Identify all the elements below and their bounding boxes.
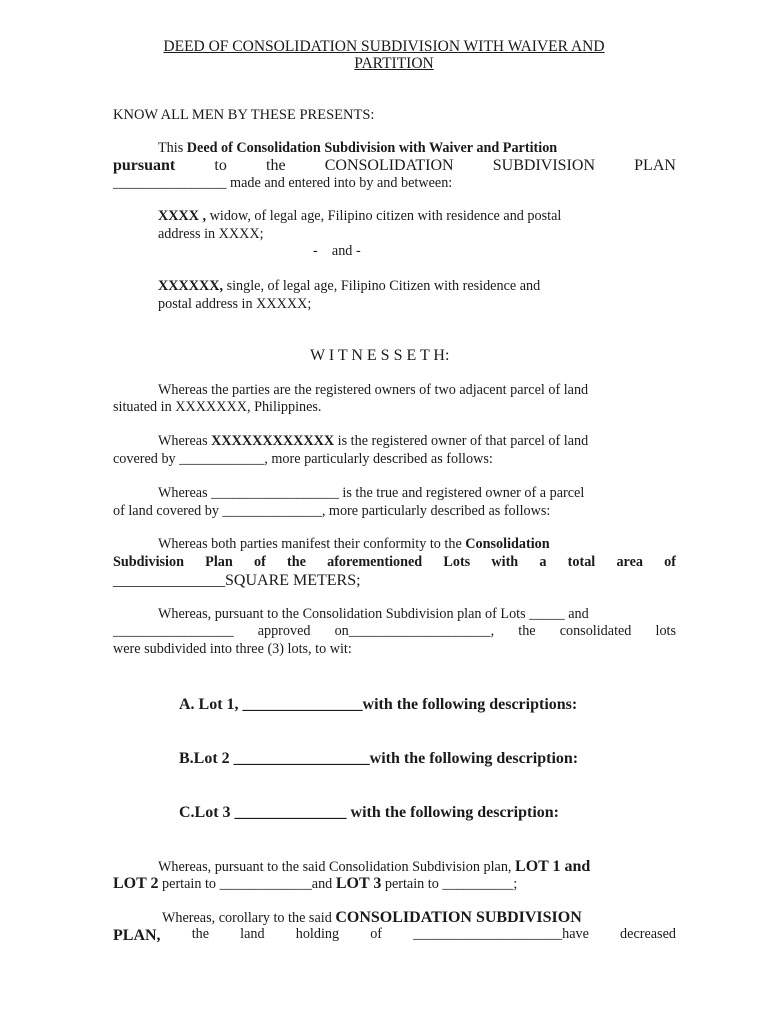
whereas-5-line-1: Whereas, pursuant to the Consolidation Subdivision plan of Lots _____ and [158,606,589,622]
whereas-word: land [240,926,265,942]
party-1-details: widow, of legal age, Filipino citizen with residence and postal [206,208,562,224]
and-separator: - and - [313,243,361,259]
whereas-text: Whereas [158,433,212,449]
whereas-4-line-3: ______________SQUARE METERS; [113,572,361,589]
whereas-text: Whereas, pursuant to the said Consolidation Subdivision plan, [158,859,516,875]
lot-ref: LOT 1 and [515,858,591,875]
lot-3-item: C.Lot 3 ______________ with the following description: [179,804,559,821]
whereas-5-line-3: were subdivided into three (3) lots, to wit: [113,641,352,657]
deed-name: Deed of Consolidation Subdivision with Waiver and Partition [186,140,558,156]
whereas-1-line-2: situated in XXXXXXX, Philippines. [113,399,322,415]
party-1-name: XXXX , [158,208,207,224]
party-2-name: XXXXXX, [158,278,224,294]
lot-ref: LOT 2 [113,875,159,892]
whereas-1-line-1: Whereas the parties are the registered owners of two adjacent parcel of land [158,382,589,398]
whereas-3-line-1: Whereas __________________ is the true and registered owner of a parcel [158,485,585,501]
whereas-text: Whereas, corollary to the said [162,910,336,926]
party-2-line-1 [158,278,540,295]
intro-line-2 [113,156,676,175]
whereas-text: pertain to __________; [381,876,518,892]
intro-word: PLAN [634,157,676,174]
whereas-4-line-1 [158,536,550,553]
intro-word: to [214,157,227,174]
whereas-2-line-2: covered by ____________, more particularly described as follows: [113,451,493,467]
know-all-men-heading: KNOW ALL MEN BY THESE PRESENTS: [113,107,375,123]
document-title-line-2: PARTITION [354,55,434,72]
whereas-text: is the registered owner of that parcel of land [334,433,589,449]
whereas-word: of [370,926,383,942]
whereas-word: holding [295,926,340,942]
whereas-word: PLAN, [113,927,161,944]
whereas-word: the [191,926,210,942]
document-title-line-1: DEED OF CONSOLIDATION SUBDIVISION WITH WAIVER AND [163,38,605,55]
party-1-line-1 [158,208,561,225]
party-2-details: single, of legal age, Filipino Citizen with residence and [223,278,541,294]
whereas-5-line-2: _________________ approved on____________________, the consolidated lots [113,623,676,639]
lot-ref: LOT 3 [335,875,382,892]
whereas-4-line-2: Subdivision Plan of the aforementioned Lots with a total area of [113,554,676,570]
whereas-text: pertain to _____________and [158,876,336,892]
lot-2-item: B.Lot 2 _________________with the following description: [179,750,579,767]
plan-name: Consolidation [465,536,550,552]
intro-line-3: ________________ made and entered into by and between: [113,175,453,191]
plan-name: CONSOLIDATION SUBDIVISION [335,909,582,926]
witnesseth-heading: W I T N E S S E T H: [310,347,450,364]
intro-text: This [158,140,187,156]
whereas-text: Whereas both parties manifest their conformity to the [158,536,466,552]
whereas-7-line-2 [113,926,676,945]
party-2-line-2: postal address in XXXXX; [158,296,312,312]
owner-name: XXXXXXXXXXXX [211,433,335,449]
whereas-3-line-2: of land covered by ______________, more particularly described as follows: [113,503,551,519]
whereas-7-line-1 [162,908,582,927]
intro-word: CONSOLIDATION [324,157,454,174]
intro-word: SUBDIVISION [492,157,595,174]
intro-word: the [266,157,286,174]
party-1-line-2: address in XXXX; [158,226,264,242]
whereas-word: decreased [620,926,676,942]
whereas-word: _____________________have [413,926,589,942]
intro-word: pursuant [113,157,176,174]
intro-line-1 [158,140,557,157]
lot-1-item: A. Lot 1, _______________with the following descriptions: [179,696,578,713]
whereas-2-line-1 [158,433,588,450]
whereas-6-line-2 [113,874,517,893]
